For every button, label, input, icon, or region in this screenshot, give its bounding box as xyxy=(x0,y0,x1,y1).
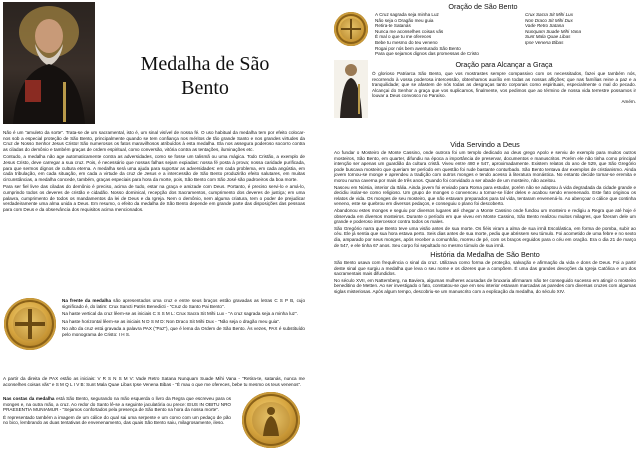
grace-paragraph: Para ser fiel livre das ciladas do demônio é preciso, acima de tudo, estar na graça e amizade com Deus. Portanto, é preciso servi-lo e amá-lo, cumprindo todos os deveres de cristão e cidadão. Nosso dominical, recepção dos Sacramentos, cumprimento dos deveres de justiça; em uma palavra, cumprimento de todos os mandamentos da lei de Deus e da Igreja. Nem o demônio, nem alguma criatura, tem o poder de prejudicar verdadeiramente uma alma unida a Deus. Em resumo, o efeito da medalha de São Bento depende em grande parte das disposições das pessoas para com Deus e da observância dos requisitos acima mencionados. xyxy=(3,184,305,212)
back-medal-image xyxy=(242,392,300,448)
latin-line: Crux Sacra Sit Mihi Lux xyxy=(525,12,573,17)
circle-text: A partir da direita de PAX estão as iniciais: V R S N S M V: Vade Retro Satana Nunquam Suade Mihi Vana - "Retira-te, satanás, nunca me aconselhes coisas vãs" e S M Q L I V B: Sunt Mala Quae Libas Ipse Venena Bibas - "É mau o que me ofereces, bebe tu mesmo os teus venenos". xyxy=(3,376,305,387)
latin-line: Sunt Mala Quae Libas xyxy=(525,34,571,40)
latin-line: Non Draco Sit Mihi Dux xyxy=(525,17,573,23)
prayer-medal-image xyxy=(334,12,368,46)
grace-text: Ó glorioso Patriarca São Bento, que vos mostrastes sempre compassivo com os necessitados, fazei que também nós, recorrendo à vossa poderosa intercessão, obtenhamos auxílio em todas as nossas aflições; que nas famílias reine a paz e a tranquilidade; que se afastem de nós todas as desgraças tanto corporais como espirituais, especialmente o mal do pecado. Alcançai do Senhor a graça que vos suplicamos, finalmente, vos pedimos que ao término de nossa vida terrestre possamos ir louvar a Deus convosco no Paraíso. xyxy=(372,71,636,99)
prayer-latin xyxy=(525,12,581,57)
prayer-line: Para que sejamos dignos das promessas de Cristo xyxy=(375,51,479,57)
front-label: Na frente da medalha xyxy=(62,298,112,303)
history-paragraph-2: No século XVII, em Natternberg, na Baviera, algumas mulheres acusadas de bruxaria afirmaram não ter conseguido sucesso em atingir o mosteiro beneditino de Metten. Ao ser investigado o fato, constatou-se que em seu interior estavam marcadas as paredes com diversas cruzes com algumas siglas misteriosas. Após algum tempo, descobriu-se um manuscrito com a explicação da medalha, do século XIV. xyxy=(334,277,636,295)
front-description xyxy=(62,298,305,338)
horizontal-bar-text: Na haste horizontal lêem-se as iniciais N D S M D: Non Draco Sit Mihi Dux - "Não seja o dragão meu guia". xyxy=(62,318,281,324)
pax-text: No alto da cruz está gravada a palavra PAX ("Paz"), que é lema da Ordem de São Bento. Às vezes, PAX é substituído pelo monograma de Cristo: I H S. xyxy=(62,326,305,337)
latin-line: Nunquam Suade Mihi Vana xyxy=(525,28,582,34)
life-paragraph-2: Nasceu em Núrsia, interior da Itália. Ainda jovem foi enviado para Roma para estudar, porém não se adaptou à vida degradada da cidade grande e decidiu isolar-se como religioso. Um grupo de monges o convenceu a tornar-se líder deles e acabou sendo envenenado. Este fato originou os relatos de vida. Os monges de seu mosteiro, que não estavam preparados para tal vida, tentaram envenená-lo. Ao abençoar o cálice que continha veneno, este se quebrou em diversos pedaços, e conseguiu o plano foi descoberto. xyxy=(334,184,636,207)
life-title: Vida Servindo a Deus xyxy=(450,140,520,149)
prayer-title: Oração de São Bento xyxy=(448,2,518,11)
prayer-line: Não seja o Dragão meu guia xyxy=(375,17,434,23)
intro-paragraph: Não é um "amuleto da sorte". Trata-se de um sacramental, isto é, um sinal visível de nossa fé. O uso habitual da medalha tem por efeito colocar-nos sob a especial proteção de São Bento, principalmente quando se tem confiança nos méritos de tão grande Santo e nos grandes virtudes da Cruz de Nosso Senhor Jesus Cristo! São numerosos os fatos maravilhosos atribuídos à esta medalha. Ela nos assegura poderoso socorro contra as ciladas do demônio e também graças de ordem espiritual, como conversão, vitória contra as tentações, iluminações etc. xyxy=(3,130,305,152)
history-title: História da Medalha de São Bento xyxy=(430,250,540,260)
prayer-line: Bebe tu mesmo do teu veneno xyxy=(375,39,438,45)
circle-inscription xyxy=(3,376,305,387)
vertical-bar-text: Na haste vertical da cruz lêem-se as iniciais C S S M L: Crux Sacra Sit Mihi Lux - "A cruz sagrada seja a minha luz". xyxy=(62,311,298,317)
page-title xyxy=(110,52,300,100)
latin-line: Vade Retro Satana xyxy=(525,23,564,29)
prayer-line: Nunca me aconselhes coisas vãs xyxy=(375,28,444,34)
life-paragraph-4: São Gregório narra que Bento teve uma visão antes de sua morte. Os fiéis viram a alma de sua irmã Escolástica, em forma de pomba, subir ao céu. Ele já sentia que sua hora estava perto. Seis dias antes de sua morte, pediu que abrissem seu túmulo. Foi acometido de uma febre e no sexto dia, amparado por seus monges, após receber a comunhão, morreu de pé, com os braços erguidos para o céu em oração. Era o dia 21 de março de 547, e ele tinha 67 anos. Seu corpo foi sepultado no mesmo túmulo de sua irmã. xyxy=(334,225,636,248)
life-paragraph-1: Ao fundar o Mosteiro de Monte Cassino, onde outrora foi um templo dedicado ao deus grego Apolo e serviu de exemplo para muitos outros mosteiros, São Bento, em quarter, difundiu na época a importância de preservar, documentos e manuscritos. Porém ele não tinha como principal intenção ser apenas um guardião da cultura cristã. Viveu entre 480 e 547, aproximadamente. Existem relatos do ano de 529, que São Gregório pode buscava mosteiro que queriam ter período em questão foi rude bastante conturbado. São Bento tentava dar exemplos de cristianismo. Ainda jovem tornou-se monge e aprendeu a tradição com outros monges e tendo acesso à literatura monástica. No entanto decide tornar-se eremita e morou numa caverna por mais de três anos. Quando foi convidado a ser abade de um mosteiro, não aceitou. xyxy=(334,150,636,183)
grace-title: Oração para Alcançar a Graça xyxy=(455,60,553,69)
left-column xyxy=(3,130,305,212)
last-paragraph: É representado também a imagem de um cálice do qual sai uma serpente e um corvo com um pedaço de pão no bico, lembrando as duas tentativas de envenenamento, das quais São Bento saiu, milagrosamente, ileso. xyxy=(3,414,231,426)
saint-benedict-portrait xyxy=(3,2,95,124)
life-paragraph-3: Abandonou estes monges e seguiu por diversos lugares até chegar a Monte Cassino onde fundou um mosteiro e redigiu a Regra que até hoje é observada em diversos mosteiros. Durante o período em que viveu em Monte Cassino, São Bento realizou muitos milagres, que fizeram dele um grande e poderoso intercessor contra todos os males. xyxy=(334,207,636,225)
saint-figure-image xyxy=(334,60,368,118)
saint-figure-icon xyxy=(334,60,368,118)
front-medal-image xyxy=(4,298,56,350)
prayer-portuguese xyxy=(375,12,525,57)
back-text: está São Bento, segurando na mão esquerda o livro da Regra que escreveu para os monges e, na outra mão, a cruz. Ao redor do Santo lê-se a seguinte jaculatória ou prece: EIUS IN OBITU NRO PRAESENTIA MUNIAMUR - "Sejamos confortados pela presença de São Bento na hora da nossa morte". xyxy=(3,396,232,413)
life-section xyxy=(334,140,636,295)
prayer-line: A Cruz sagrada seja minha Luz xyxy=(375,12,439,17)
saint-figure-icon xyxy=(259,404,283,436)
prayer-section xyxy=(330,2,636,57)
history-paragraph-1: São Bento usava com frequência o sinal da cruz. Utilizava como forma de proteção, salvação e afirmação da vida e dons de Deus. Foi a partir deste sinal que surgiu a medalha que leva o seu nome e os dizeres que a compõem. É uma das grandes devoções da Igreja Católica e um dos sacramentais mais difundidos. xyxy=(334,260,636,277)
sacramental-paragraph: Contudo, a medalha não age automaticamente contra as adversidades, como se fosse um talismã ou uma mágica. Todo Cristão, a exemplo de Jesus Cristo, deve carregar a sua cruz. Pois, é necessário que nossas falhas sejam expiadas: nossa fé posta à prova; nossa caridade purificada, para que sermos dignos de cultura eterna. A medalha será uma ajuda para suportar as adversidades: em cada problema, em cada angústia, em cada tribulação, em cada situação, em cada a virtude da cruz de Jesus e a intercessão de São Bento produzirão efeito salutares, em muitas circunstâncias, a medalha concede, também, graças especiais para hora da morte, pois, São Bento com São José são padroeiros da boa morte. xyxy=(3,154,305,182)
back-description xyxy=(3,396,231,426)
latin-line: Ipse Venena Bibas xyxy=(525,39,564,45)
portrait-image xyxy=(3,2,95,124)
prayer-line: É mal o que tu me ofereces xyxy=(375,34,432,40)
grace-section xyxy=(372,60,636,105)
back-label: Nas costas da medalha xyxy=(3,396,55,401)
title-line-1: Medalha de São xyxy=(140,53,270,75)
front-text: são apresentados uma cruz e entre seus braços estão gravadas as letras C S P B, cujo significado é, do latim: Crux Sancti Patris Benedicti - "Cruz do Santo Pai Bento". xyxy=(62,298,305,309)
amen-text: Amém. xyxy=(621,98,636,104)
prayer-line: Rogai por nós bem aventurado São Bento xyxy=(375,45,461,51)
prayer-line: Retira-te Satanás xyxy=(375,23,411,29)
title-line-2: Bento xyxy=(181,77,229,99)
